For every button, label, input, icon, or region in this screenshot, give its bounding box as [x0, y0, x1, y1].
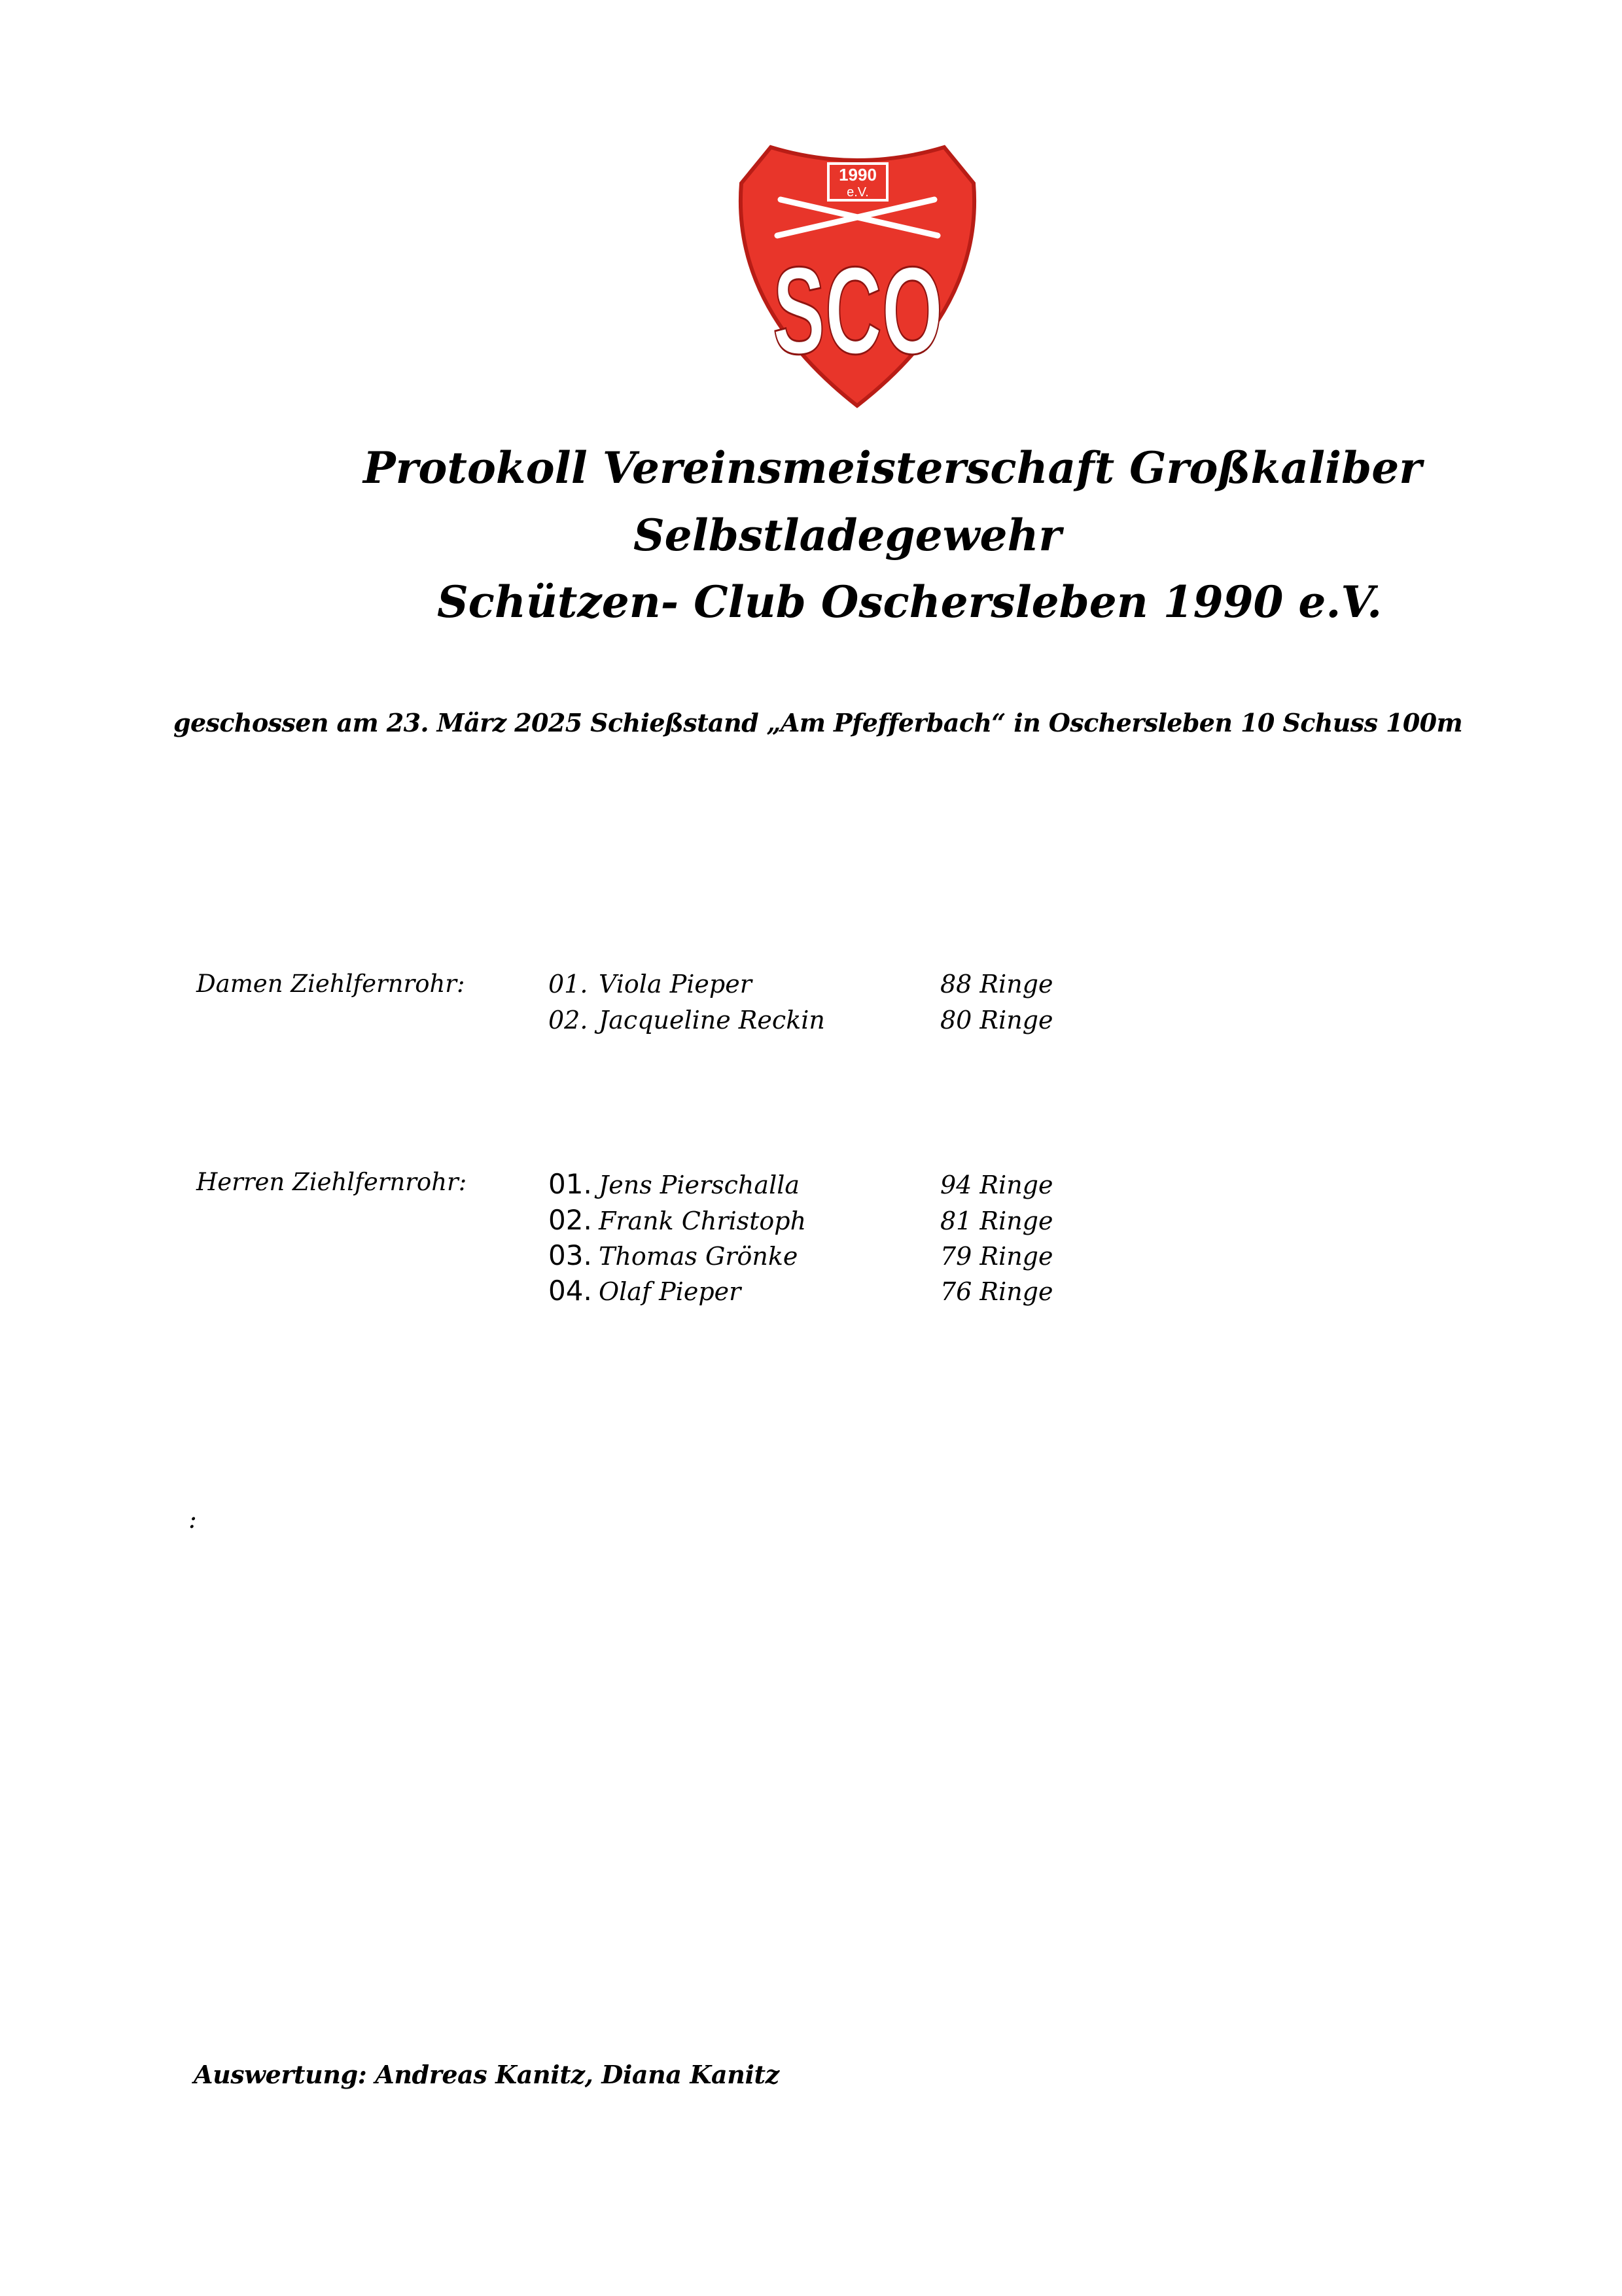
rank: 01. [548, 970, 588, 998]
event-details: geschossen am 23. März 2025 Schießstand „Am Pfefferbach“ in Oschersleben 10 Schuss 100m [173, 708, 1463, 737]
category-label-herren: Herren Ziehlfernrohr: [196, 1168, 467, 1196]
score: 76 Ringe [940, 1277, 1053, 1306]
colon-mark: : [188, 1505, 197, 1534]
evaluation-credits: Auswertung: Andreas Kanitz, Diana Kanitz [194, 2060, 779, 2089]
score: 79 Ringe [940, 1242, 1053, 1271]
title-line-2: Selbstladegewehr [633, 510, 1062, 561]
score: 80 Ringe [940, 1006, 1053, 1034]
title-line-1: Protokoll Vereinsmeisterschaft Großkaliber [363, 442, 1422, 493]
score: 94 Ringe [940, 1171, 1053, 1199]
shooter-name: Viola Pieper [599, 970, 752, 998]
rank: 04. [548, 1275, 592, 1307]
logo-letters: SCO [773, 241, 943, 380]
shooter-name: Thomas Grönke [599, 1242, 798, 1271]
score: 81 Ringe [940, 1207, 1053, 1235]
logo-year: 1990 [839, 165, 877, 185]
shooter-name: Jens Pierschalla [599, 1171, 800, 1199]
rank: 02. [548, 1204, 592, 1236]
rank: 01. [548, 1168, 592, 1200]
logo-suffix: e.V. [847, 185, 869, 200]
club-logo [732, 137, 983, 412]
category-label-damen: Damen Ziehlfernrohr: [196, 970, 465, 998]
shooter-name: Olaf Pieper [599, 1277, 741, 1306]
score: 88 Ringe [940, 970, 1053, 998]
title-line-3: Schützen- Club Oschersleben 1990 e.V. [437, 576, 1383, 627]
rank: 02. [548, 1006, 588, 1034]
shooter-name: Frank Christoph [599, 1207, 807, 1235]
shooter-name: Jacqueline Reckin [599, 1006, 825, 1034]
rank: 03. [548, 1239, 592, 1271]
